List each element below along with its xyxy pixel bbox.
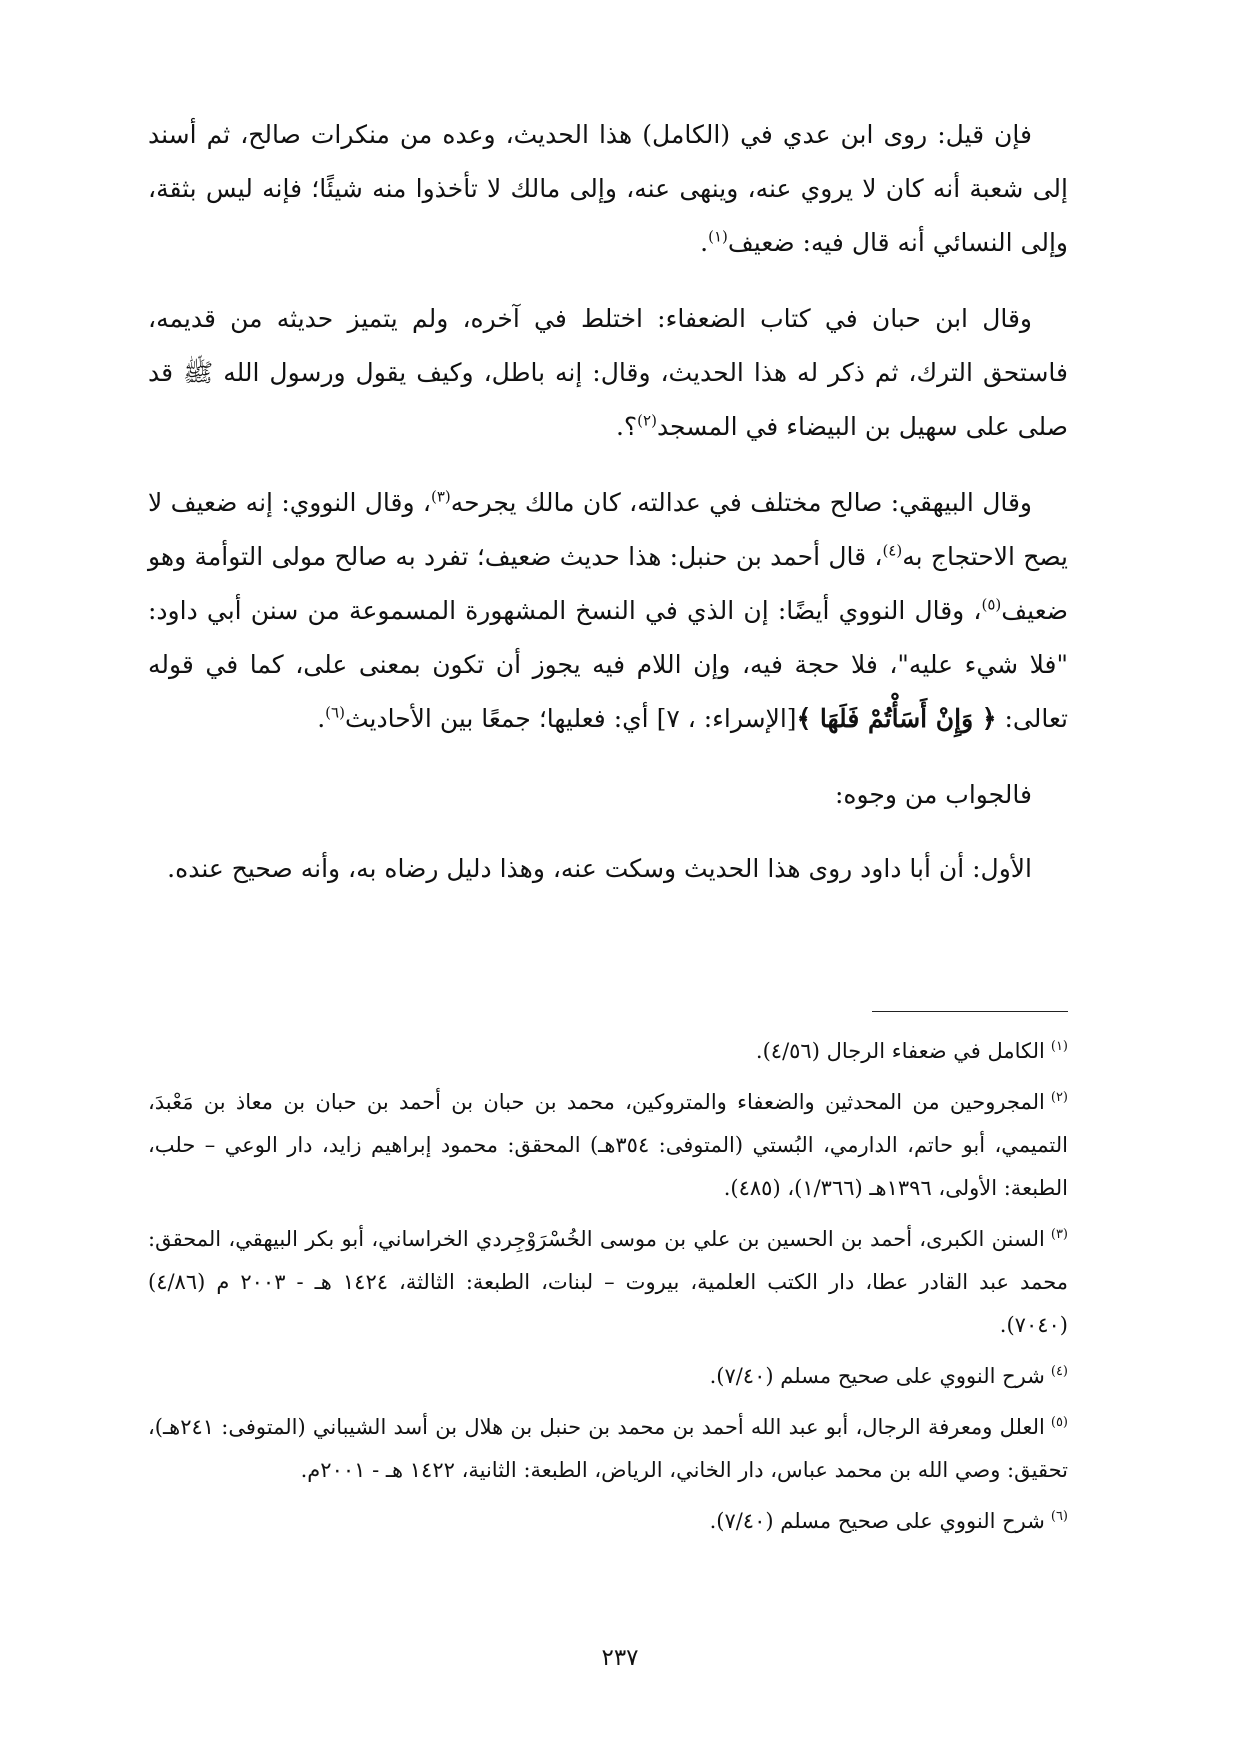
footnote-4 bbox=[148, 1355, 1068, 1398]
paragraph-3-part-a: وقال البيهقي: صالح مختلف في عدالته، كان مالك يجرحه bbox=[450, 488, 1032, 517]
footnotes bbox=[148, 1030, 1068, 1551]
paragraph-3-part-f: . bbox=[317, 704, 326, 733]
footnote-number: (٢) bbox=[1050, 1090, 1068, 1105]
paragraph-2-text: وقال ابن حبان في كتاب الضعفاء: اختلط في آخره، ولم يتميز حديثه من قديمه، فاستحق الترك، ثم ذكر له هذا الحديث، وقال: إنه باطل، وكيف يقول ورسول الله ﷺ قد صلى على سهيل بن البيضاء في المسجد bbox=[148, 304, 1068, 441]
footnote-number: (٦) bbox=[1050, 1509, 1068, 1524]
footnote-5 bbox=[148, 1406, 1068, 1492]
footnote-number: (٥) bbox=[1050, 1415, 1068, 1430]
footnote-ref-1[interactable]: (١) bbox=[708, 227, 728, 246]
footnote-1 bbox=[148, 1030, 1068, 1073]
paragraph-3-part-e: [الإسراء: ، ٧] أي: فعليها؛ جمعًا بين الأحاديث bbox=[344, 704, 797, 733]
footnote-2 bbox=[148, 1081, 1068, 1210]
paragraph-1-tail: . bbox=[700, 228, 709, 257]
footnote-number: (٤) bbox=[1050, 1364, 1068, 1379]
footnote-3 bbox=[148, 1218, 1068, 1347]
footnote-number: (١) bbox=[1050, 1039, 1068, 1054]
quran-verse: ﴿ وَإِنْ أَسَأْتُمْ فَلَهَا ﴾ bbox=[796, 704, 997, 733]
footnote-text: السنن الكبرى، أحمد بن الحسين بن علي بن موسى الخُسْرَوْجِردي الخراساني، أبو بكر البيهقي، المحقق: محمد عبد القادر عطا، دار الكتب العلمية، بيروت – لبنات، الطبعة: الثالثة، ١٤٢٤ هـ - ٢٠٠٣ م (٤/٨٦) (٧٠٤٠). bbox=[148, 1227, 1068, 1337]
footnote-number: (٣) bbox=[1050, 1227, 1068, 1242]
footnote-text: الكامل في ضعفاء الرجال (٤/٥٦). bbox=[755, 1039, 1045, 1063]
paragraph-2 bbox=[148, 292, 1068, 454]
page-number: ٢٣٧ bbox=[601, 1645, 639, 1671]
footnote-6 bbox=[148, 1500, 1068, 1543]
footnote-text: شرح النووي على صحيح مسلم (٧/٤٠). bbox=[709, 1509, 1045, 1533]
footnote-ref-4[interactable]: (٤) bbox=[882, 541, 903, 560]
footnote-ref-6[interactable]: (٦) bbox=[325, 703, 345, 722]
main-text bbox=[148, 108, 1068, 918]
footnote-ref-2[interactable]: (٢) bbox=[637, 411, 657, 430]
paragraph-3-part-c: ، قال أحمد بن حنبل: هذا حديث ضعيف؛ تفرد به صالح مولى التوأمة وهو ضعيف bbox=[148, 542, 1068, 625]
paragraph-1-text: فإن قيل: روى ابن عدي في (الكامل) هذا الحديث، وعده من منكرات صالح، ثم أسند إلى شعبة أنه كان لا يروي عنه، وينهى عنه، وإلى مالك لا تأخذوا منه شيئًا؛ فإنه ليس بثقة، وإلى النسائي أنه قال فيه: ضعيف bbox=[148, 120, 1068, 257]
footnote-separator bbox=[872, 1011, 1068, 1012]
footnote-text: العلل ومعرفة الرجال، أبو عبد الله أحمد بن محمد بن حنبل بن هلال بن أسد الشيباني (المتوفى: ٢٤١هـ)، تحقيق: وصي الله بن محمد عباس، دار الخاني، الرياض، الطبعة: الثانية، ١٤٢٢ هـ - ٢٠٠١م. bbox=[148, 1415, 1068, 1482]
footnote-text: المجروحين من المحدثين والضعفاء والمتروكين، محمد بن حبان بن أحمد بن حبان بن معاذ بن مَعْبدَ، التميمي، أبو حاتم، الدارمي، البُستي (المتوفى: ٣٥٤هـ) المحقق: محمود إبراهيم زايد، دار الوعي – حلب، الطبعة: الأولى، ١٣٩٦هـ (١/٣٦٦)، (٤٨٥). bbox=[148, 1090, 1068, 1200]
paragraph-answer-intro: فالجواب من وجوه: bbox=[835, 780, 1032, 809]
paragraph-3-part-b: ، وقال النووي: إنه ضعيف لا يصح الاحتجاج به bbox=[148, 488, 1069, 571]
paragraph-3 bbox=[148, 476, 1068, 746]
footnote-ref-3[interactable]: (٣) bbox=[430, 487, 451, 506]
paragraph-3-part-d: ، وقال النووي أيضًا: إن الذي في النسخ المشهورة المسموعة من سنن أبي داود: "فلا شيء عليه"، فلا حجة فيه، وإن اللام فيه يجوز أن تكون بمعنى على، كما في قوله تعالى: bbox=[148, 596, 1068, 733]
paragraph-1 bbox=[148, 108, 1068, 270]
footnote-ref-5[interactable]: (٥) bbox=[981, 595, 1002, 614]
footnote-text: شرح النووي على صحيح مسلم (٧/٤٠). bbox=[709, 1364, 1045, 1388]
paragraph-2-tail: ؟. bbox=[615, 412, 638, 441]
paragraph-first-point: الأول: أن أبا داود روى هذا الحديث وسكت عنه، وهذا دليل رضاه به، وأنه صحيح عنده. bbox=[167, 854, 1032, 883]
